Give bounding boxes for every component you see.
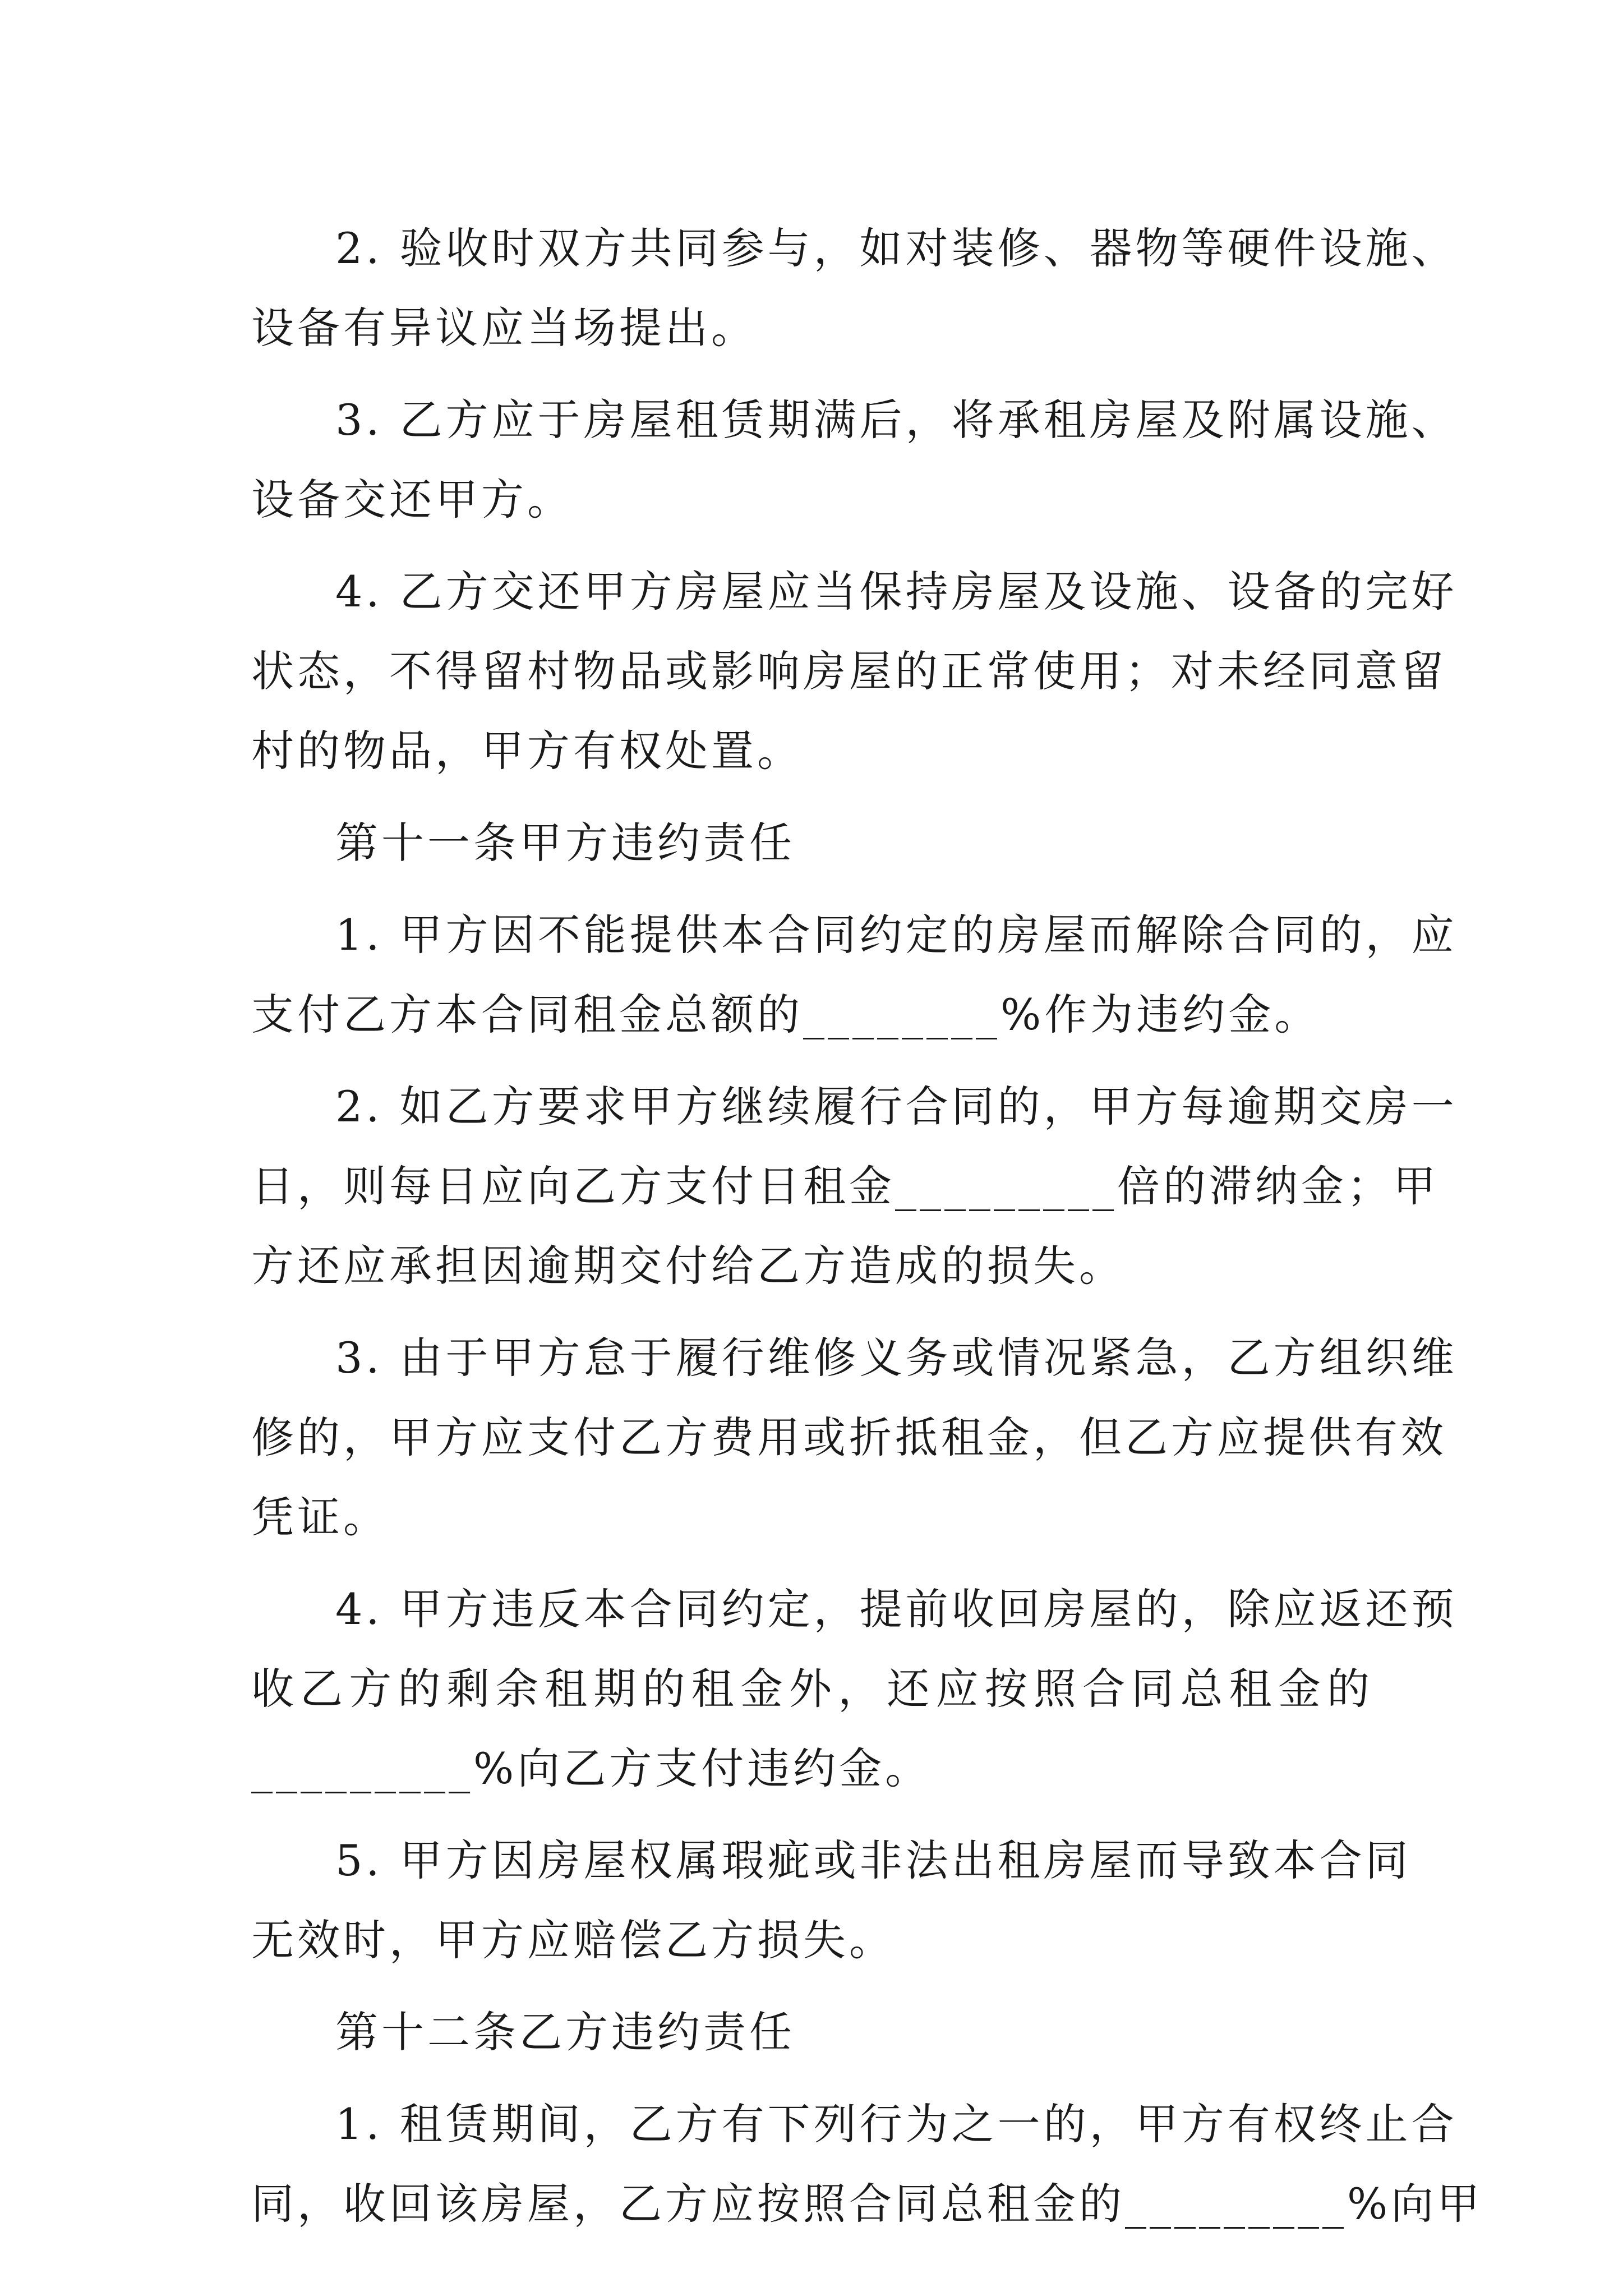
heading-text: 第十二条乙方违约责任	[335, 2007, 795, 2057]
text-line: 修的，甲方应支付乙方费用或折抵租金，但乙方应提供有效	[251, 1412, 1447, 1462]
paragraph	[251, 1318, 1458, 1557]
paragraph	[251, 380, 1458, 540]
heading-text: 第十一条甲方违约责任	[335, 818, 795, 868]
paragraph	[251, 1067, 1458, 1306]
section-heading	[251, 803, 1373, 883]
paragraph	[251, 1570, 1458, 1809]
paragraph	[251, 552, 1458, 791]
document-body	[251, 209, 1483, 2244]
text-line: 1. 甲方因不能提供本合同约定的房屋而解除合同的，应	[335, 910, 1458, 960]
text-line: 日，则每日应向乙方支付日租金_________倍的滞纳金；甲	[251, 1161, 1439, 1211]
paragraph	[251, 2085, 1483, 2244]
text-line: 3. 乙方应于房屋租赁期满后，将承租房屋及附属设施、	[335, 395, 1458, 445]
paragraph	[251, 1821, 1412, 1980]
text-line: 设备交还甲方。	[251, 475, 573, 524]
text-line: 4. 乙方交还甲方房屋应当保持房屋及设施、设备的完好	[335, 567, 1458, 616]
text-line: _________%向乙方支付违约金。	[251, 1743, 932, 1793]
text-line: 3. 由于甲方怠于履行维修义务或情况紧急，乙方组织维	[335, 1333, 1458, 1383]
text-line: 无效时，甲方应赔偿乙方损失。	[251, 1915, 895, 1965]
paragraph	[251, 209, 1458, 368]
text-line: 方还应承担因逾期交付给乙方造成的损失。	[251, 1241, 1125, 1291]
text-line: 设备有异议应当场提出。	[251, 303, 757, 353]
text-line: 村的物品，甲方有权处置。	[251, 726, 803, 776]
text-line: 1. 租赁期间，乙方有下列行为之一的，甲方有权终止合	[335, 2099, 1458, 2149]
text-line: 支付乙方本合同租金总额的________%作为违约金。	[251, 990, 1321, 1039]
section-heading	[251, 1993, 1373, 2072]
text-line: 4. 甲方违反本合同约定，提前收回房屋的，除应返还预	[335, 1584, 1458, 1634]
text-line: 凭证。	[251, 1492, 389, 1542]
text-line: 同，收回该房屋，乙方应按照合同总租金的_________%向甲	[251, 2179, 1483, 2229]
text-line: 2. 验收时双方共同参与，如对装修、器物等硬件设施、	[335, 223, 1458, 273]
text-line: 状态，不得留村物品或影响房屋的正常使用；对未经同意留	[251, 646, 1447, 696]
paragraph	[251, 895, 1458, 1055]
text-line: 5. 甲方因房屋权属瑕疵或非法出租房屋而导致本合同	[335, 1835, 1412, 1885]
text-line: 2. 如乙方要求甲方继续履行合同的，甲方每逾期交房一	[335, 1082, 1458, 1131]
text-line: 收乙方的剩余租期的租金外，还应按照合同总租金的	[251, 1664, 1373, 1714]
